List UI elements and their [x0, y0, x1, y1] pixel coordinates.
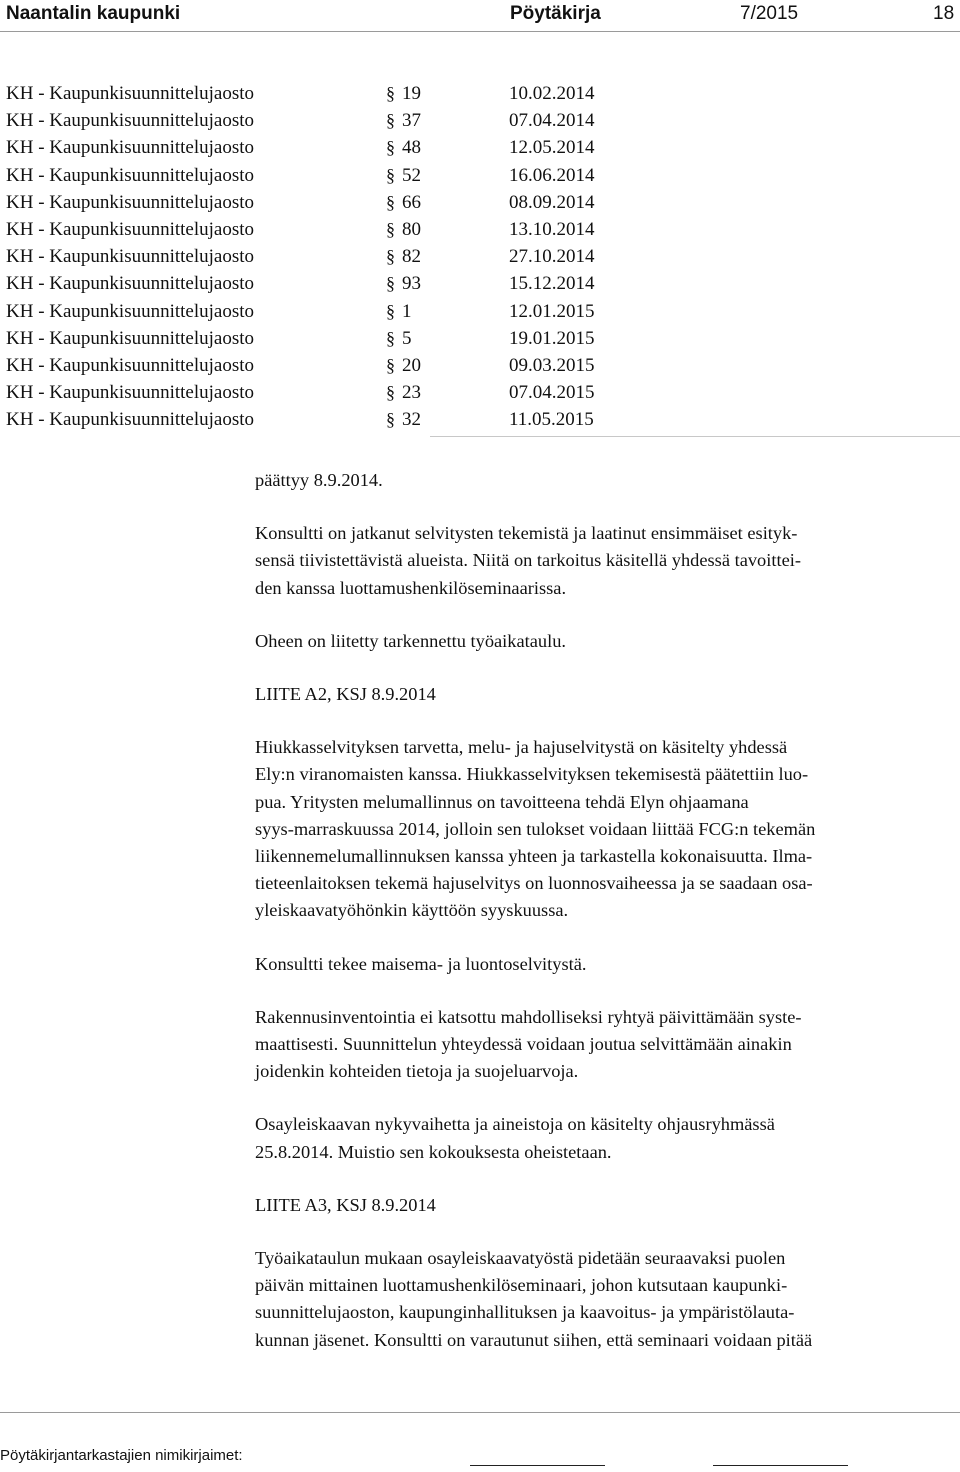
document-number: 7/2015 [740, 3, 799, 24]
section-symbol: § [386, 327, 395, 348]
paragraph-line: pua. Yritysten melumallinnus on tavoitteena tehdä Elyn ohjaamana [255, 791, 749, 812]
main-content [255, 467, 960, 1354]
section-symbol: § [386, 300, 395, 321]
paragraph-line: Konsultti tekee maisema- ja luontoselvitystä. [255, 953, 587, 974]
section-number: 23 [402, 382, 421, 404]
meeting-date: 16.06.2014 [509, 164, 595, 186]
section-symbol: § [386, 246, 395, 267]
meeting-date: 19.01.2015 [509, 327, 595, 349]
section-symbol: § [386, 164, 395, 185]
section-number: 19 [402, 83, 421, 104]
paragraph-line: Ely:n viranomaisten kanssa. Hiukkasselvityksen tekemisestä päätettiin luo- [255, 764, 809, 785]
meeting-body: KH - Kaupunkisuunnittelujaosto [6, 246, 255, 268]
paragraph-line: liikennemelumallinnuksen kanssa yhteen ja tarkastella kokonaisuutta. Ilma- [255, 846, 813, 867]
meeting-date: 08.09.2014 [509, 191, 595, 213]
signature-line[interactable] [470, 1465, 605, 1466]
history-end-note: päättyy 8.9.2014. [255, 470, 383, 490]
meeting-body: KH - Kaupunkisuunnittelujaosto [6, 83, 255, 104]
meeting-date: 09.03.2015 [509, 354, 595, 376]
meeting-date: 07.04.2014 [509, 110, 595, 132]
attachment-reference: LIITE A2, KSJ 8.9.2014 [255, 684, 436, 705]
section-number: 80 [402, 218, 421, 240]
section-symbol: § [386, 382, 395, 403]
meeting-date: 12.01.2015 [509, 300, 595, 322]
section-symbol: § [386, 191, 395, 212]
meeting-body: KH - Kaupunkisuunnittelujaosto [6, 137, 255, 159]
meeting-date: 13.10.2014 [509, 218, 595, 240]
meeting-row [6, 270, 960, 297]
paragraph-line: Työaikataulun mukaan osayleiskaavatyöstä pidetään seuraavaksi puolen [255, 1248, 786, 1269]
history-divider [430, 436, 960, 437]
meeting-date: 12.05.2014 [509, 137, 595, 159]
section-symbol: § [386, 218, 395, 239]
paragraph-line: Hiukkasselvityksen tarvetta, melu- ja hajuselvitystä on käsitelty yhdessä [255, 737, 788, 758]
paragraph-line: Konsultti on jatkanut selvitysten tekemistä ja laatinut ensimmäiset esityk- [255, 523, 798, 544]
section-number: 48 [402, 137, 421, 159]
paragraph-line: Osayleiskaavan nykyvaihetta ja aineistoja on käsitelty ohjausryhmässä [255, 1114, 775, 1135]
section-number: 52 [402, 164, 421, 186]
paragraph-line: syys-marraskuussa 2014, jolloin sen tulokset voidaan liittää FCG:n tekemän [255, 818, 816, 839]
meeting-body: KH - Kaupunkisuunnittelujaosto [6, 382, 255, 404]
meeting-row [6, 80, 960, 107]
meeting-date: 15.12.2014 [509, 273, 595, 295]
section-number: 93 [402, 273, 421, 295]
meeting-body: KH - Kaupunkisuunnittelujaosto [6, 164, 255, 186]
section-number: 37 [402, 110, 421, 132]
paragraph-line: kunnan jäsenet. Konsultti on varautunut siihen, että seminaari voidaan pitää [255, 1329, 813, 1350]
meeting-row [6, 216, 960, 243]
page-number: 18 [933, 3, 955, 24]
signature-label: Pöytäkirjantarkastajien nimikirjaimet: [0, 1447, 243, 1464]
paragraph-line: sensä tiivistettävistä alueista. Niitä on tarkoitus käsitellä yhdessä tavoittei- [255, 550, 801, 571]
organization-name: Naantalin kaupunki [6, 3, 181, 24]
meeting-row [6, 162, 960, 189]
section-number: 66 [402, 191, 421, 213]
meeting-row [6, 298, 960, 325]
meeting-body: KH - Kaupunkisuunnittelujaosto [6, 218, 255, 240]
meeting-row [6, 134, 960, 161]
paragraph-line: Rakennusinventointia ei katsottu mahdolliseksi ryhtyä päivittämään syste- [255, 1006, 802, 1027]
paragraph-line: maattisesti. Suunnittelun yhteydessä voidaan joutua selvittämään ainakin [255, 1034, 792, 1055]
meeting-date: 11.05.2015 [509, 409, 594, 431]
paragraph-line: tieteenlaitoksen tekemä hajuselvitys on luonnosvaiheessa ja se saadaan osa- [255, 873, 813, 894]
header-rule [0, 31, 960, 32]
meeting-row [6, 352, 960, 379]
section-symbol: § [386, 273, 395, 294]
page-header [0, 0, 960, 30]
meeting-body: KH - Kaupunkisuunnittelujaosto [6, 273, 255, 295]
paragraph-line: suunnittelujaoston, kaupunginhallituksen ja kaavoitus- ja ympäristölauta- [255, 1302, 795, 1323]
section-number: 1 [402, 300, 412, 322]
meeting-row [6, 379, 960, 406]
section-symbol: § [386, 137, 395, 158]
section-symbol: § [386, 354, 395, 375]
signature-line[interactable] [713, 1465, 848, 1466]
section-symbol: § [386, 409, 395, 430]
meeting-row [6, 243, 960, 270]
section-number: 5 [402, 327, 412, 349]
paragraph-line: den kanssa luottamushenkilöseminaarissa. [255, 577, 567, 598]
meeting-body: KH - Kaupunkisuunnittelujaosto [6, 327, 255, 349]
footer-rule [0, 1412, 960, 1413]
section-symbol: § [386, 110, 395, 131]
section-number: 32 [402, 409, 421, 431]
section-number: 82 [402, 246, 421, 268]
paragraph-line: päivän mittainen luottamushenkilöseminaari, johon kutsutaan kaupunki- [255, 1275, 788, 1296]
meeting-row [6, 325, 960, 352]
meeting-body: KH - Kaupunkisuunnittelujaosto [6, 110, 255, 132]
meeting-body: KH - Kaupunkisuunnittelujaosto [6, 409, 255, 431]
paragraph-line: yleiskaavatyöhönkin käyttöön syyskuussa. [255, 900, 569, 921]
meeting-date: 27.10.2014 [509, 246, 595, 268]
meeting-row [6, 189, 960, 216]
meeting-history-list [6, 80, 960, 433]
document-type: Pöytäkirja [510, 3, 601, 24]
section-symbol: § [386, 83, 395, 103]
paragraph-line: Oheen on liitetty tarkennettu työaikataulu. [255, 630, 567, 651]
section-number: 20 [402, 354, 421, 376]
meeting-date: 10.02.2014 [509, 83, 595, 104]
meeting-row [6, 107, 960, 134]
meeting-date: 07.04.2015 [509, 382, 595, 404]
attachment-reference: LIITE A3, KSJ 8.9.2014 [255, 1194, 436, 1215]
meeting-body: KH - Kaupunkisuunnittelujaosto [6, 191, 255, 213]
paragraph-line: 25.8.2014. Muistio sen kokouksesta oheistetaan. [255, 1141, 612, 1162]
paragraph-line: joidenkin kohteiden tietoja ja suojeluarvoja. [255, 1061, 579, 1082]
meeting-row [6, 406, 960, 433]
meeting-body: KH - Kaupunkisuunnittelujaosto [6, 354, 255, 376]
meeting-body: KH - Kaupunkisuunnittelujaosto [6, 300, 255, 322]
